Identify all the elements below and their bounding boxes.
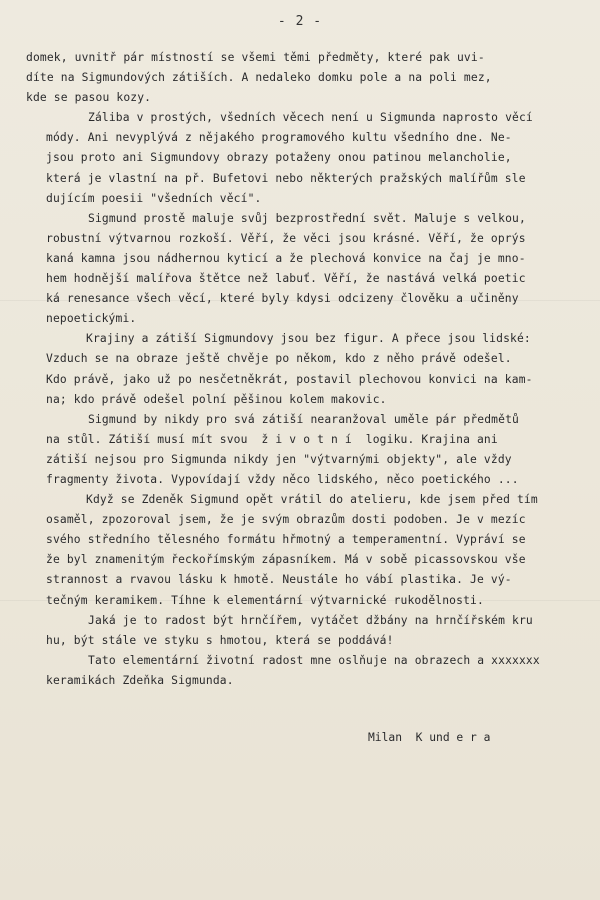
document-body <box>0 48 600 691</box>
text-line-content: strannost a rvavou lásku k hmotě. Neustále ho vábí plastika. Je vý- <box>46 573 512 587</box>
text-line <box>0 370 600 390</box>
text-line-content: svého středního tělesného formátu hřmotný a temperamentní. Vypráví se <box>46 533 526 547</box>
text-line-content: domek, uvnitř pár místností se všemi těmi předměty, které pak uvi- <box>26 51 485 64</box>
text-line <box>0 108 600 128</box>
text-line-content: hu, být stále ve styku s hmotou, která se poddává! <box>46 633 394 647</box>
text-line <box>0 148 600 168</box>
author-signature: Milan K und e r a <box>368 731 491 744</box>
text-line-content: ká renesance všech věcí, které byly kdysi odcizeny člověku a učiněny <box>46 292 519 306</box>
page-number: - 2 - <box>277 14 323 29</box>
text-line <box>0 550 600 570</box>
text-line-content: nepoetickými. <box>46 312 137 326</box>
text-line <box>0 390 600 410</box>
text-line <box>0 269 600 289</box>
text-line <box>0 209 600 229</box>
text-line-content: robustní výtvarnou rozkoší. Věří, že věci jsou krásné. Věří, že oprýs <box>46 231 526 245</box>
text-line <box>0 169 600 189</box>
text-line-content: na; kdo právě odešel polní pěšinou kolem makovic. <box>46 392 387 406</box>
text-line <box>0 88 600 108</box>
text-line <box>0 450 600 470</box>
text-line-content: dujícím poesii "všedních věcí". <box>46 191 262 205</box>
text-line-content: módy. Ani nevyplývá z nějakého programového kultu všedního dne. Ne- <box>46 131 512 145</box>
text-line-content: zátiší nejsou pro Sigmunda nikdy jen "výtvarnými objekty", ale vždy <box>46 452 512 466</box>
text-line-content: tečným keramikem. Tíhne k elementární výtvarnické rukodělnosti. <box>46 593 484 607</box>
text-line-content: Jaká je to radost být hrnčířem, vytáčet džbány na hrnčířském kru <box>88 613 533 627</box>
text-line <box>0 309 600 329</box>
text-line <box>0 570 600 590</box>
text-line-content: osaměl, zpozoroval jsem, že je svým obrazům dosti podoben. Je v mezíc <box>46 513 526 527</box>
text-line-content: Kdo právě, jako už po nesčetněkrát, postavil plechovou konvici na kam- <box>46 372 533 386</box>
text-line-content: že byl znamenitým řeckořímským zápasníkem. Má v sobě picassovskou vše <box>46 553 526 567</box>
text-line <box>0 349 600 369</box>
text-line-content: Sigmund prostě maluje svůj bezprostřední svět. Maluje s velkou, <box>88 211 526 225</box>
text-line <box>0 631 600 651</box>
text-line-content: Krajiny a zátiší Sigmundovy jsou bez figur. A přece jsou lidské: <box>86 332 531 346</box>
text-line-content: fragmenty života. Vypovídají vždy něco lidského, něco poetického ... <box>46 472 519 486</box>
text-line-content: Sigmund by nikdy pro svá zátiší nearanžoval uměle pár předmětů <box>88 412 519 426</box>
text-line <box>0 329 600 349</box>
text-line <box>0 510 600 530</box>
text-line <box>0 470 600 490</box>
text-line <box>0 651 600 671</box>
text-line-content: hem hodnější malířova štětce než labuť. Věří, že nastává velká poetic <box>46 272 526 286</box>
paper-fold <box>0 600 600 601</box>
text-line-content: Vzduch se na obraze ještě chvěje po někom, kdo z něho právě odešel. <box>46 352 512 366</box>
text-line <box>0 410 600 430</box>
text-line-content: Záliba v prostých, všedních věcech není u Sigmunda naprosto věcí <box>88 111 533 125</box>
text-line <box>0 68 600 88</box>
text-line-content: Tato elementární životní radost mne oslňuje na obrazech a xxxxxxx <box>88 653 540 667</box>
text-line <box>0 128 600 148</box>
text-line <box>0 430 600 450</box>
paper-fold <box>0 300 600 301</box>
text-line-content: díte na Sigmundových zátiších. A nedaleko domku pole a na poli mez, <box>26 71 492 85</box>
signature-line <box>0 708 600 744</box>
text-line-content: Když se Zdeněk Sigmund opět vrátil do atelieru, kde jsem před tím <box>86 493 538 507</box>
text-line <box>0 671 600 691</box>
text-line <box>0 189 600 209</box>
text-line <box>0 249 600 269</box>
text-line-content: jsou proto ani Sigmundovy obrazy potaženy onou patinou melancholie, <box>46 151 512 165</box>
text-line-content: která je vlastní na př. Bufetovi nebo některých pražských malířům sle <box>46 171 526 185</box>
text-line <box>0 490 600 510</box>
text-line-content: keramikách Zdeňka Sigmunda. <box>46 673 234 687</box>
text-line-content: kde se pasou kozy. <box>26 91 152 105</box>
text-line <box>0 48 600 68</box>
text-line <box>0 229 600 249</box>
text-line <box>0 530 600 550</box>
text-line <box>0 611 600 631</box>
text-line-content: na stůl. Zátiší musí mít svou ž i v o t n í logiku. Krajina ani <box>46 432 498 446</box>
text-line-content: kaná kamna jsou nádhernou kyticí a že plechová konvice na čaj je mno- <box>46 251 526 265</box>
